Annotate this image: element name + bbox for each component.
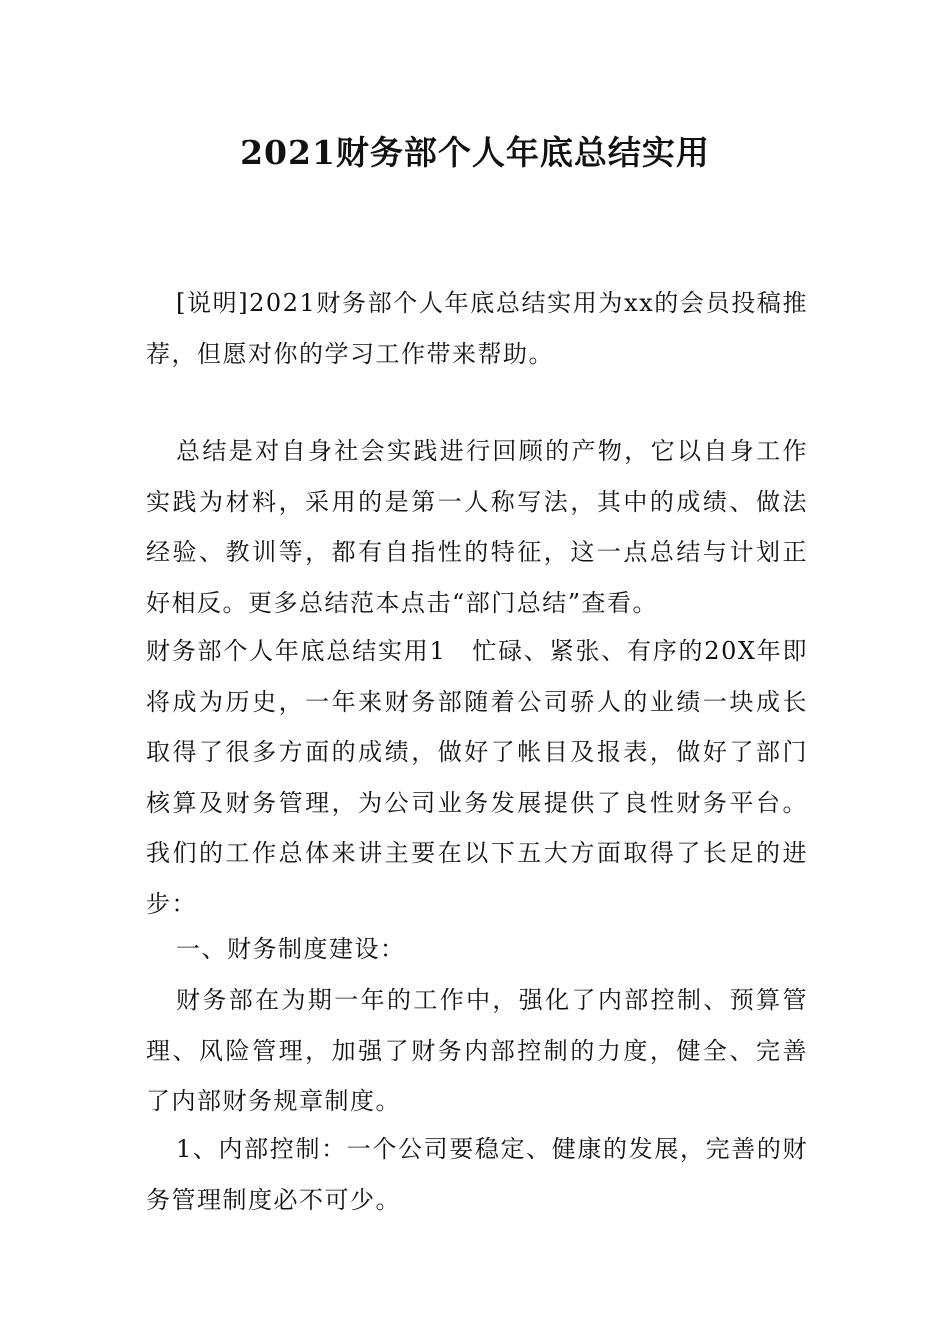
- summary-body-paragraph: 财务部个人年底总结实用1 忙碌、紧张、有序的20X年即将成为历史，一年来财务部随着公司骄人的业绩一块成长取得了很多方面的成绩，做好了帐目及报表，做好了部门核算及财务管理，为公司业务发展提供了良性财务平台。我们的工作总体来讲主要在以下五大方面取得了长足的进步：: [146, 637, 808, 918]
- internal-control-paragraph: 1、内部控制：一个公司要稳定、健康的发展，完善的财务管理制度必不可少。: [146, 1135, 808, 1214]
- section-body-paragraph: 财务部在为期一年的工作中，强化了内部控制、预算管理、风险管理，加强了财务内部控制的力度，健全、完善了内部财务规章制度。: [146, 986, 808, 1115]
- document-title: 2021财务部个人年底总结实用: [240, 133, 710, 172]
- intro-note-paragraph: [说明]2021财务部个人年底总结实用为xx的会员投稿推荐，但愿对你的学习工作带来帮助。: [146, 289, 808, 368]
- summary-definition-paragraph: 总结是对自身社会实践进行回顾的产物，它以自身工作实践为材料，采用的是第一人称写法，其中的成绩、做法经验、教训等，都有自指性的特征，这一点总结与计划正好相反。更多总结范本点击“部门总结”查看。: [146, 437, 808, 617]
- section-heading: 一、财务制度建设：: [176, 935, 406, 963]
